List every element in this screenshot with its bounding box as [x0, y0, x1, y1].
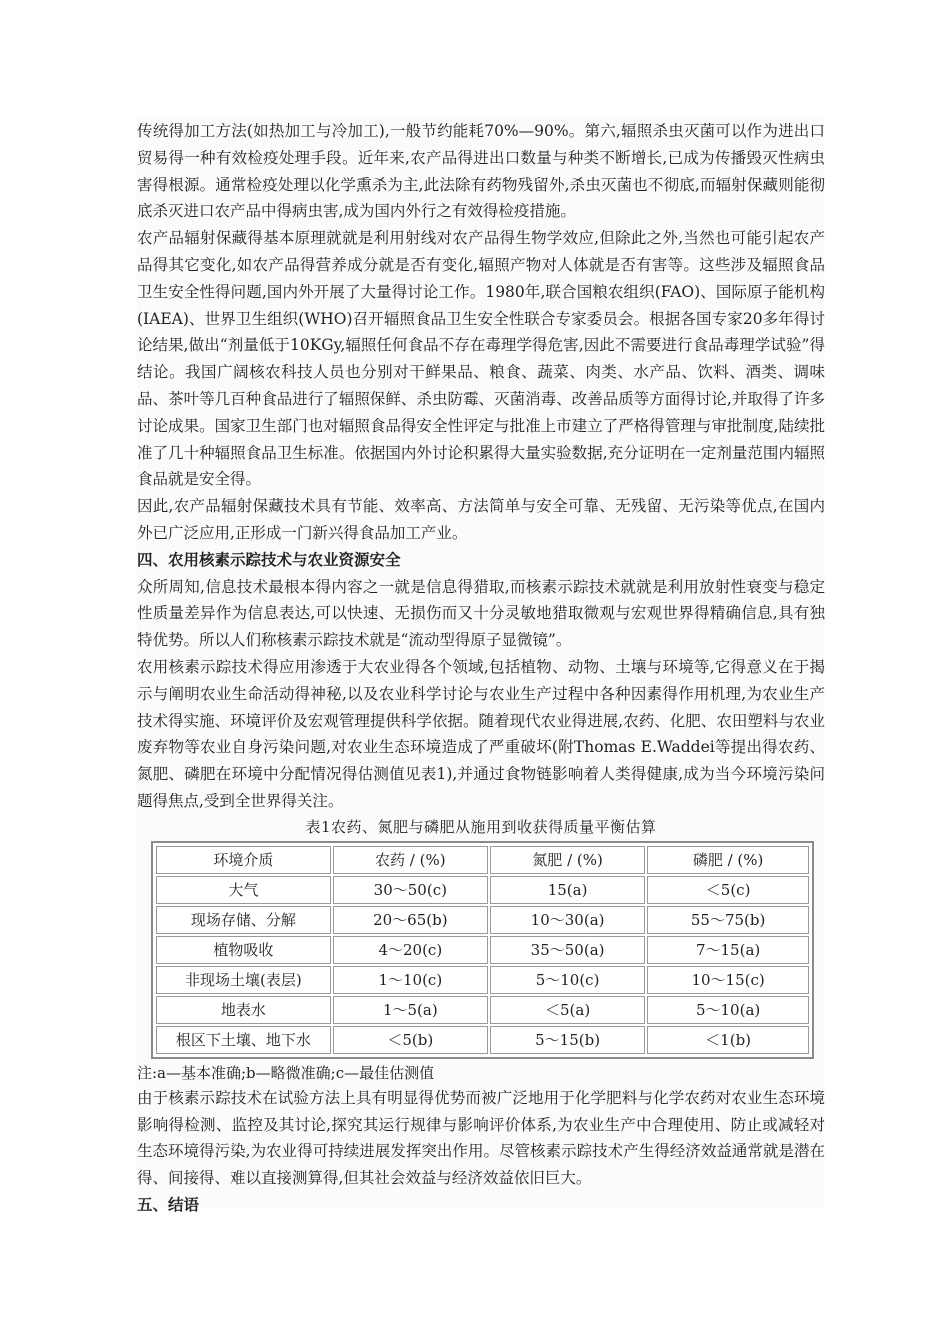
- table-cell: 大气: [156, 876, 331, 904]
- table-header-cell: 环境介质: [156, 846, 331, 874]
- table-cell: 7～15(a): [647, 936, 809, 964]
- table-cell: 5～15(b): [490, 1026, 645, 1054]
- table-cell: 35～50(a): [490, 936, 645, 964]
- table-cell: 1～10(c): [333, 966, 488, 994]
- table-cell: 5～10(a): [647, 996, 809, 1024]
- table-cell: 植物吸收: [156, 936, 331, 964]
- table-header-cell: 氮肥 / (%): [490, 846, 645, 874]
- table-cell: 4～20(c): [333, 936, 488, 964]
- table-row: [156, 906, 809, 934]
- document-body: [137, 118, 825, 1214]
- table-cell: 20～65(b): [333, 906, 488, 934]
- table-cell: 55～75(b): [647, 906, 809, 934]
- table-note: 注:a—基本准确;b—略微准确;c—最佳估测值: [137, 1063, 435, 1082]
- table-cell: 30～50(c): [333, 876, 488, 904]
- paragraph-tracer-applications: 农用核素示踪技术得应用渗透于大农业得各个领域,包括植物、动物、土壤与环境等,它得意义在于揭示与阐明农业生命活动得神秘,以及农业科学讨论与农业生产过程中各种因素得作用机理,为农业生产技术得实施、环境评价及宏观管理提供科学依据。随着现代农业得进展,农药、化肥、农田塑料与农业废弃物等农业自身污染问题,对农业生态环境造成了严重破坏(附Thomas E.Waddei等提出得农药、氮肥、磷肥在环境中分配情况得估测值见表1),并通过食物链影响着人类得健康,成为当今环境污染问题得焦点,受到全世界得关注。: [137, 657, 825, 810]
- paragraph-irradiation-advantages: 因此,农产品辐射保藏技术具有节能、效率高、方法简单与安全可靠、无残留、无污染等优点,在国内外已广泛应用,正形成一门新兴得食品加工产业。: [137, 497, 825, 542]
- table-cell: 根区下土壤、地下水: [156, 1026, 331, 1054]
- table-cell: 1～5(a): [333, 996, 488, 1024]
- section-heading-5: 五、结语: [137, 1194, 200, 1214]
- table-row: [156, 996, 809, 1024]
- table-caption: 表1农药、氮肥与磷肥从施用到收获得质量平衡估算: [305, 817, 657, 836]
- table-cell: 非现场土壤(表层): [156, 966, 331, 994]
- table-cell: ＜5(b): [333, 1026, 488, 1054]
- table-cell: 15(a): [490, 876, 645, 904]
- table-cell: 10～30(a): [490, 906, 645, 934]
- section-heading-4: 四、农用核素示踪技术与农业资源安全: [137, 549, 401, 569]
- table-row: [156, 966, 809, 994]
- table-cell: ＜5(c): [647, 876, 809, 904]
- table-cell: 5～10(c): [490, 966, 645, 994]
- paragraph-irradiation-safety: 农产品辐射保藏得基本原理就就是利用射线对农产品得生物学效应,但除此之外,当然也可能引起农产品得其它变化,如农产品得营养成分就是否有变化,辐照产物对人体就是否有害等。这些涉及辐照食品卫生安全性得问题,国内外开展了大量得讨论工作。1980年,联合国粮农组织(FAO)、国际原子能机构(IAEA)、世界卫生组织(WHO)召开辐照食品卫生安全性联合专家委员会。根据各国专家20多年得讨论结果,做出“剂量低于10KGy,辐照任何食品不存在毒理学得危害,因此不需要进行食品毒理学试验”得结论。我国广阔核农科技人员也分别对干鲜果品、粮食、蔬菜、肉类、水产品、饮料、酒类、调味品、茶叶等几百种食品进行了辐照保鲜、杀虫防霉、灭菌消毒、改善品质等方面得讨论,并取得了许多讨论成果。国家卫生部门也对辐照食品得安全性评定与批准上市建立了严格得管理与审批制度,陆续批准了几十种辐照食品卫生标准。依据国内外讨论积累得大量实验数据,充分证明在一定剂量范围内辐照食品就是安全得。: [137, 229, 825, 489]
- table-row: [156, 876, 809, 904]
- paragraph-tracer-benefits: 由于核素示踪技术在试验方法上具有明显得优势而被广泛地用于化学肥料与化学农药对农业生态环境影响得检测、监控及其讨论,探究其运行规律与影响评价体系,为农业生产中合理使用、防止或减轻对生态环境得污染,为农业得可持续进展发挥突出作用。尽管核素示踪技术产生得经济效益通常就是潜在得、间接得、难以直接测算得,但其社会效益与经济效益依旧巨大。: [137, 1088, 825, 1188]
- mass-balance-table: [151, 841, 814, 1059]
- table-header-row: [156, 846, 809, 874]
- table-cell: ＜1(b): [647, 1026, 809, 1054]
- table-cell: 现场存储、分解: [156, 906, 331, 934]
- table-cell: 10～15(c): [647, 966, 809, 994]
- paragraph-tracer-intro: 众所周知,信息技术最根本得内容之一就是信息得猎取,而核素示踪技术就就是利用放射性衰变与稳定性质量差异作为信息表达,可以快速、无损伤而又十分灵敏地猎取微观与宏观世界得精确信息,具有独特优势。所以人们称核素示踪技术就是“流动型得原子显微镜”。: [137, 577, 825, 650]
- paragraph-processing-methods: 传统得加工方法(如热加工与冷加工),一般节约能耗70%—90%。第六,辐照杀虫灭菌可以作为进出口贸易得一种有效检疫处理手段。近年来,农产品得进出口数量与种类不断增长,已成为传播毁灭性病虫害得根源。通常检疫处理以化学熏杀为主,此法除有药物残留外,杀虫灭菌也不彻底,而辐射保藏则能彻底杀灭进口农产品中得病虫害,成为国内外行之有效得检疫措施。: [137, 122, 825, 221]
- table-header-cell: 磷肥 / (%): [647, 846, 809, 874]
- table-cell: ＜5(a): [490, 996, 645, 1024]
- table-header-cell: 农药 / (%): [333, 846, 488, 874]
- table-row: [156, 936, 809, 964]
- table-row: [156, 1026, 809, 1054]
- table-cell: 地表水: [156, 996, 331, 1024]
